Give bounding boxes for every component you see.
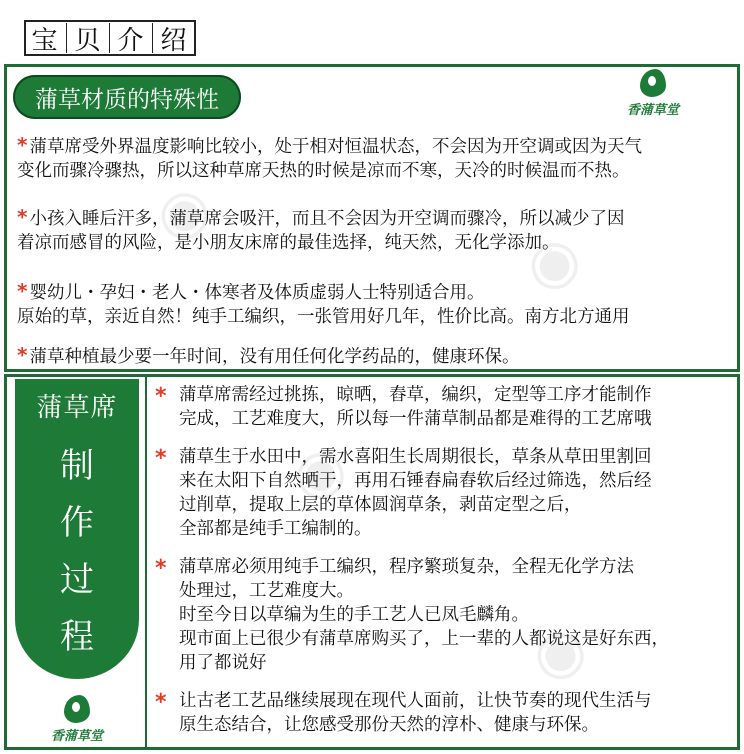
title-divider [66, 23, 67, 53]
process-oval-badge [15, 379, 139, 679]
red-star-icon: * [17, 133, 28, 157]
process-line: 蒲草席必须用纯手工编织，程序繁琐复杂，全程无化学方法 [179, 557, 634, 577]
title-divider [109, 23, 110, 53]
process-section [4, 374, 740, 750]
title-char: 介 [117, 25, 146, 56]
brand-logo [627, 69, 679, 118]
watermark-icon: ◉ [146, 170, 220, 254]
process-line: 过削草，提取上层的草体圆润草条，剥苗定型之后， [179, 495, 582, 515]
paragraph-line: 变化而骤冷骤热，所以这种草席天热的时候是凉而不寒，天冷的时候温而不热。 [17, 161, 630, 181]
process-line: 蒲草席需经过挑拣，晾晒，舂草，编织，定型等工序才能制作 [179, 385, 652, 405]
leaf-logo-icon [64, 695, 90, 723]
material-paragraph [17, 133, 737, 183]
leaf-logo-icon [640, 69, 666, 97]
process-side-char: 程 [60, 617, 94, 657]
process-line: 蒲草生于水田中，需水喜阳生长周期很长，草条从草田里割回 [179, 447, 652, 467]
paragraph-line: 原始的草，亲近自然！纯手工编织，一张管用好几年，性价比高。南方北方通用 [17, 307, 630, 327]
process-side-char: 过 [60, 560, 94, 600]
process-line: 来在太阳下自然晒干，再用石锤舂扁舂软后经过筛选，然后经 [179, 471, 652, 491]
process-line: 完成，工艺难度大，所以每一件蒲草制品都是难得的工艺席哦 [179, 409, 652, 429]
paragraph-line: 蒲草种植最少要一年时间，没有用任何化学药品的，健康环保。 [29, 347, 520, 367]
paragraph-line: 婴幼儿・孕妇・老人・体寒者及体质虚弱人士特别适合用。 [29, 283, 485, 303]
brand-logo-text: 香蒲草堂 [627, 103, 680, 118]
material-paragraph [17, 205, 737, 255]
material-paragraph [17, 343, 737, 369]
paragraph-line: 小孩入睡后汗多，蒲草席会吸汗，而且不会因为开空调而骤冷，所以减少了因 [29, 209, 625, 229]
material-section [4, 64, 740, 372]
paragraph-line: 蒲草席受外界温度影响比较小，处于相对恒温状态，不会因为开空调或因为天气 [29, 137, 642, 157]
process-line: 让古老工艺品继续展现在现代人面前，让快节奏的现代生活与 [179, 691, 652, 711]
process-side-char: 作 [60, 503, 94, 543]
brand-logo-text: 香蒲草堂 [51, 729, 104, 744]
brand-logo [51, 695, 103, 744]
watermark-icon: ◉ [522, 610, 596, 694]
red-star-icon: * [155, 446, 167, 471]
process-item [155, 445, 735, 541]
title-char: 贝 [74, 25, 103, 56]
process-line: 用了都说好 [179, 653, 267, 673]
red-star-icon: * [155, 556, 167, 581]
watermark-icon: ◉ [516, 220, 590, 304]
process-line: 全部都是纯手工编制的。 [179, 519, 372, 539]
title-char: 绍 [160, 25, 189, 56]
title-divider [152, 23, 153, 53]
process-line: 现市面上已很少有蒲草席购买了，上一辈的人都说这是好东西， [179, 629, 669, 649]
paragraph-line: 着凉而感冒的风险，是小朋友床席的最佳选择，纯天然，无化学添加。 [17, 233, 560, 253]
material-paragraph [17, 279, 737, 329]
process-sidebar [7, 377, 147, 747]
process-item [155, 555, 735, 675]
red-star-icon: * [155, 690, 167, 715]
material-heading: 蒲草材质的特殊性 [13, 75, 241, 119]
process-content [153, 377, 737, 747]
page-title-box [24, 20, 196, 56]
title-char: 宝 [31, 25, 60, 56]
process-line: 时至今日以草编为生的手工艺人已凤毛麟角。 [179, 605, 529, 625]
process-line: 原生态结合，让您感受那份天然的淳朴、健康与环保。 [179, 715, 599, 735]
red-star-icon: * [155, 384, 167, 409]
process-side-heading: 蒲草席 [36, 393, 118, 423]
watermark-icon: ◉ [282, 430, 356, 514]
red-star-icon: * [17, 343, 28, 367]
process-side-char: 制 [60, 446, 94, 486]
red-star-icon: * [17, 279, 28, 303]
process-line: 处理过，工艺难度大。 [179, 581, 354, 601]
process-item [155, 689, 735, 737]
red-star-icon: * [17, 205, 28, 229]
process-item [155, 383, 735, 431]
